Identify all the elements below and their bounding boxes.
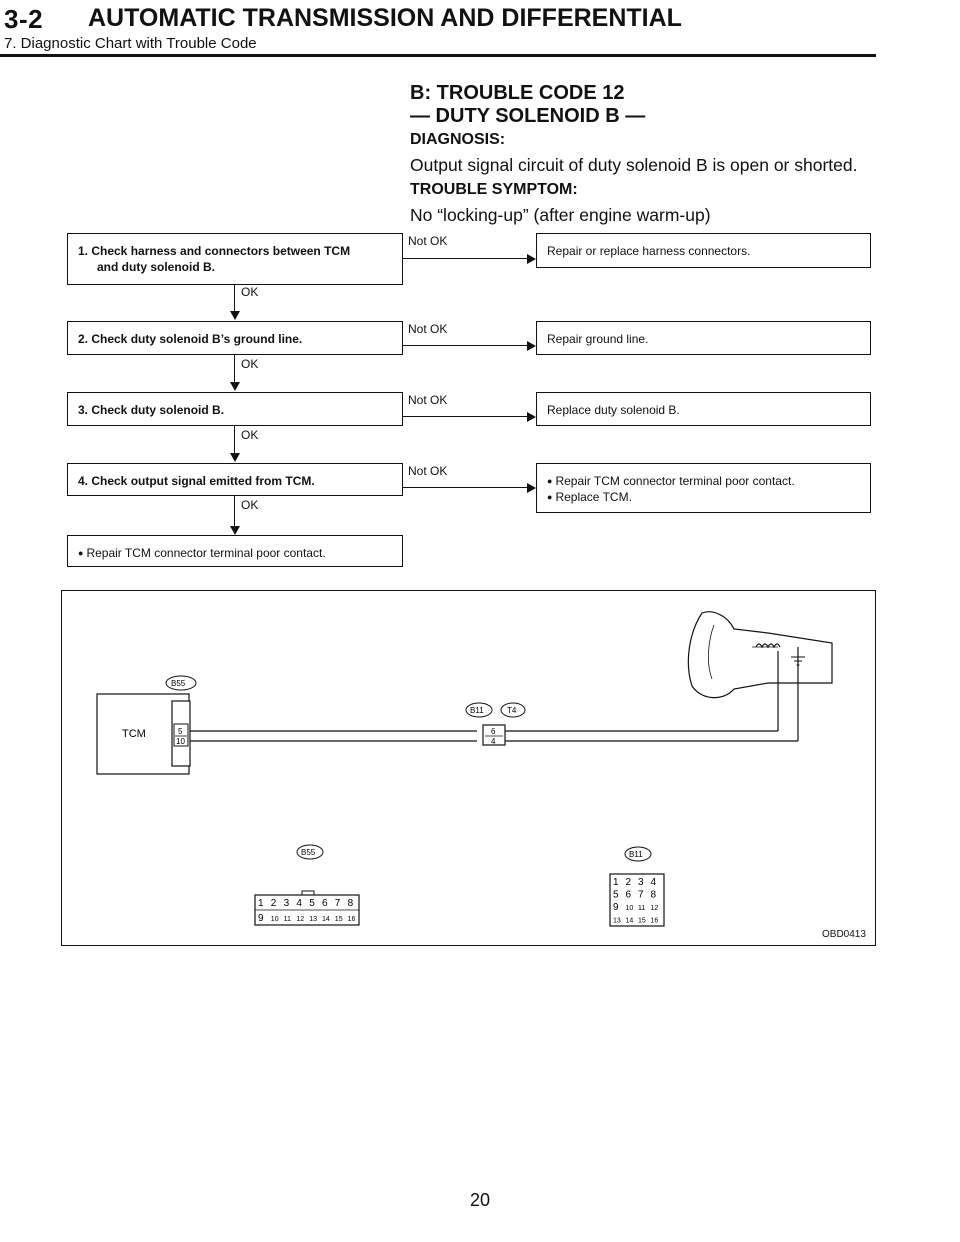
section-number: 3-2 [4, 4, 44, 34]
b11-pin-2: 2 [625, 877, 632, 888]
chapter-subtitle: 7. Diagnostic Chart with Trouble Code [4, 35, 257, 52]
b11-pin-16: 16 [650, 917, 659, 925]
b55-pin-5: 5 [309, 898, 315, 909]
arrow-right-icon [527, 483, 536, 493]
not-ok-label-3: Not OK [408, 393, 448, 407]
tcm-label: TCM [122, 728, 146, 740]
figure-code: OBD0413 [822, 929, 866, 940]
section-title-line2: — DUTY SOLENOID B — [410, 105, 646, 127]
ok-label-3: OK [241, 428, 259, 442]
b55-pin-9: 9 [258, 913, 264, 924]
b55-pin-3: 3 [283, 898, 290, 909]
b55-pin-7: 7 [334, 898, 341, 909]
not-ok-label-4: Not OK [408, 464, 448, 478]
arrow-down-icon [230, 382, 240, 391]
tcm-connector-label: B55 [171, 679, 186, 688]
result-4-item2: ● Replace TCM. [547, 490, 632, 504]
bullet-icon: ● [547, 476, 553, 486]
b11-pin-9: 9 [613, 902, 619, 913]
result-3-text: Replace duty solenoid B. [547, 403, 680, 417]
final-box-text: Repair TCM connector terminal poor contact. [86, 546, 326, 560]
ok-line-2 [234, 355, 235, 383]
arrow-down-icon [230, 526, 240, 535]
solenoid-coil [756, 644, 780, 647]
b11-pin-6: 6 [625, 889, 632, 901]
symptom-label: TROUBLE SYMPTOM: [410, 181, 578, 198]
b55-connector-face [255, 891, 359, 925]
ok-label-2: OK [241, 357, 259, 371]
junction-pin-4: 4 [491, 737, 496, 746]
step-box-2 [67, 321, 403, 355]
ok-label-1: OK [241, 285, 259, 299]
result-box-3 [536, 392, 871, 426]
step-2-line1: 2. Check duty solenoid B’s ground line. [78, 332, 303, 346]
b11-pin-8: 8 [650, 889, 657, 901]
b55-pin-8: 8 [347, 898, 354, 909]
final-box [67, 535, 403, 567]
junction-pin-6: 6 [491, 727, 496, 736]
b55-pin-13: 13 [309, 916, 317, 923]
b11-pin-15: 15 [638, 917, 646, 925]
b55-pin-15: 15 [334, 916, 343, 923]
b11-pin-1: 1 [613, 877, 619, 888]
result-box-2 [536, 321, 871, 355]
page-number: 20 [470, 1190, 491, 1210]
b11-pin-10: 10 [625, 905, 634, 912]
junction-label-b11: B11 [470, 706, 484, 715]
arrow-right-icon [527, 412, 536, 422]
ok-label-4: OK [241, 498, 259, 512]
b11-pin-5: 5 [613, 889, 619, 901]
step-box-4 [67, 463, 403, 496]
not-ok-line-1 [403, 258, 528, 259]
not-ok-line-2 [403, 345, 528, 346]
b55-pin-6: 6 [322, 898, 328, 909]
diagnosis-text: Output signal circuit of duty solenoid B is open or shorted. [410, 155, 858, 175]
diagnosis-label: DIAGNOSIS: [410, 131, 506, 148]
b11-pin-13: 13 [613, 917, 621, 925]
b55-pin-10: 10 [270, 916, 279, 923]
step-box-3 [67, 392, 403, 426]
section-title [410, 82, 645, 128]
b55-pin-1: 1 [258, 898, 264, 909]
chapter-title: AUTOMATIC TRANSMISSION AND DIFFERENTIAL [88, 4, 682, 32]
b55-pin-16: 16 [347, 916, 356, 923]
ok-line-3 [234, 426, 235, 454]
bullet-icon: ● [547, 492, 553, 502]
b11-pin-12: 12 [650, 905, 659, 912]
b55-pin-4: 4 [296, 898, 302, 909]
b11-pin-11: 11 [638, 905, 646, 912]
b11-pin-3: 3 [638, 877, 644, 888]
b55-pin-11: 11 [283, 916, 291, 923]
b11-pin-7: 7 [638, 889, 644, 901]
section-title-line1: B: TROUBLE CODE 12 [410, 82, 625, 104]
tcm-pin-5: 5 [178, 727, 183, 736]
result-2-text: Repair ground line. [547, 332, 649, 346]
b55-face-label: B55 [301, 848, 316, 857]
not-ok-line-3 [403, 416, 528, 417]
bullet-icon: ● [78, 548, 84, 558]
b55-pin-14: 14 [322, 916, 330, 923]
junction-label-t4: T4 [507, 706, 517, 715]
arrow-down-icon [230, 311, 240, 320]
b11-connector-face [610, 874, 664, 926]
arrow-right-icon [527, 341, 536, 351]
b55-pin-12: 12 [296, 916, 305, 923]
arrow-down-icon [230, 453, 240, 462]
step-4-line1: 4. Check output signal emitted from TCM. [78, 474, 315, 488]
step-1-line1: 1. Check harness and connectors between TCM [78, 244, 351, 258]
b11-pin-14: 14 [625, 917, 634, 925]
ok-line-1 [234, 285, 235, 312]
result-1-text: Repair or replace harness connectors. [547, 244, 751, 258]
step-1-line2: and duty solenoid B. [97, 260, 216, 274]
header-rule [0, 54, 876, 57]
not-ok-label-1: Not OK [408, 234, 448, 248]
step-box-1 [67, 233, 403, 285]
tcm-pin-10: 10 [176, 737, 185, 746]
not-ok-label-2: Not OK [408, 322, 448, 336]
transmission-outline [688, 612, 832, 698]
ok-line-4 [234, 496, 235, 527]
b55-pin-2: 2 [270, 898, 277, 909]
result-box-1 [536, 233, 871, 268]
symptom-text: No “locking-up” (after engine warm-up) [410, 205, 711, 225]
arrow-right-icon [527, 254, 536, 264]
b11-face-label: B11 [629, 850, 643, 859]
step-3-line1: 3. Check duty solenoid B. [78, 403, 225, 417]
result-box-4 [536, 463, 871, 513]
b11-pin-4: 4 [650, 877, 657, 888]
result-4-item1: ● Repair TCM connector terminal poor contact. [547, 474, 795, 488]
wiring-diagram [61, 590, 876, 946]
not-ok-line-4 [403, 487, 528, 488]
